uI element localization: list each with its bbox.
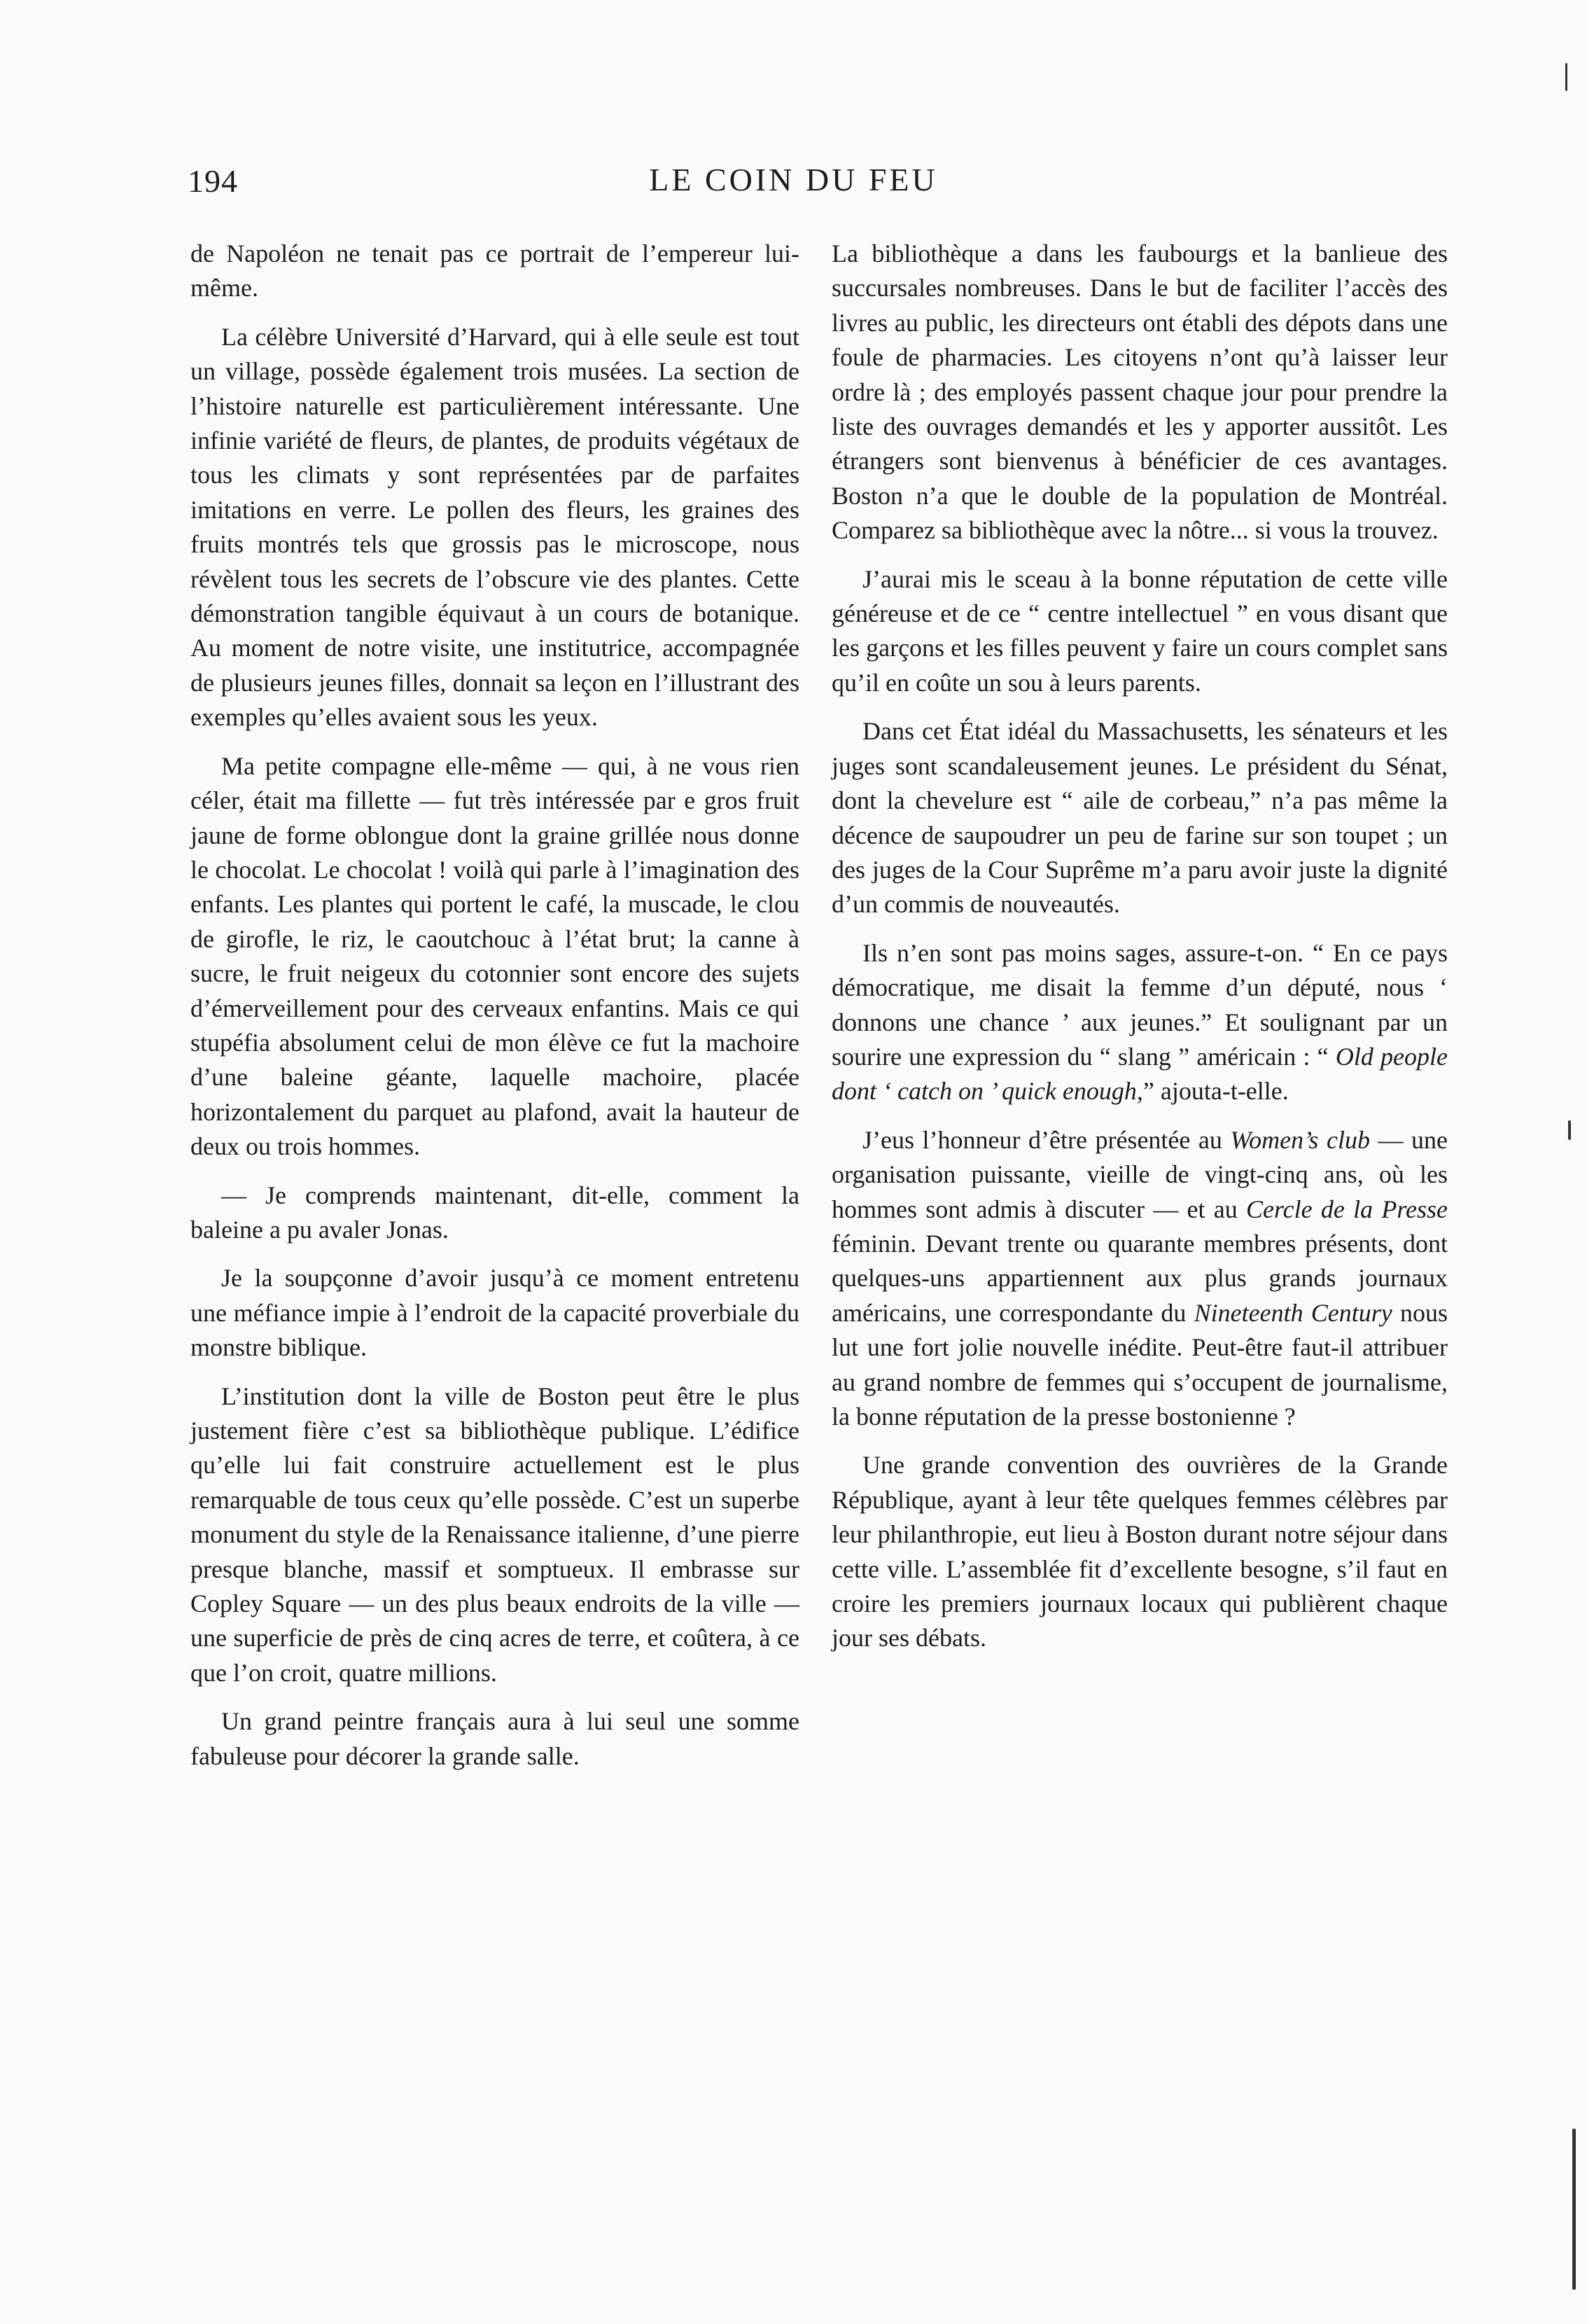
paragraph [832, 1123, 1448, 1435]
italic-name: Women’s club [1230, 1125, 1370, 1154]
paragraph: Ma petite compagne elle-même — qui, à ne vous rien céler, était ma fillette — fut très intéressée par e gros fruit jaune de forme oblongue dont la graine grillée nous donne le chocolat. Le chocolat ! voilà qui parle à l’imagination des enfants. Les plantes qui portent le café, la muscade, le clou de girofle, le riz, le caoutchouc à l’état brut; la canne à sucre, le fruit neigeux du cotonnier sont encore des sujets d’émerveillement pour des cerveaux enfantins. Mais ce qui stupéfia absolument celui de mon élève ce fut la machoire d’une baleine géante, laquelle machoire, placée horizontalement du parquet au plafond, avait la hauteur de deux ou trois hommes. [190, 751, 799, 1161]
paragraph: Dans cet État idéal du Massachusetts, les sénateurs et les juges sont scandaleusement jeunes. Le président du Sénat, dont la chevelure est “ aile de corbeau,” n’a pas même la décence de saupoudrer un peu de farine sur son toupet ; un des juges de la Cour Suprême m’a paru avoir juste la dignité d’un commis de nouveautés. [832, 717, 1448, 919]
scan-speck [1568, 1120, 1571, 1140]
paragraph: — Je comprends maintenant, dit-elle, comment la baleine a pu avaler Jonas. [190, 1181, 799, 1244]
running-head: LE COIN DU FEU [649, 162, 938, 197]
page-number: 194 [188, 163, 238, 199]
paragraph: J’aurai mis le sceau à la bonne réputation de cette ville généreuse et de ce “ centre intellectuel ” en vous disant que les garçons et les filles peuvent y faire un cours complet sans qu’il en coûte un sou à leurs parents. [832, 564, 1448, 697]
paragraph: Je la soupçonne d’avoir jusqu’à ce moment entretenu une méfiance impie à l’endroit de la capacité proverbiale du monstre biblique. [190, 1264, 799, 1362]
paragraph: Un grand peintre français aura à lui seul une somme fabuleuse pour décorer la grande salle. [190, 1707, 799, 1770]
text-run: J’eus l’honneur d’être présentée au [862, 1125, 1231, 1154]
text-run: féminin. Devant trente ou quarante membres présents, dont quelques-uns appartiennent aux plus grands journaux américains, une correspondante du [832, 1229, 1448, 1327]
paragraph: La bibliothèque a dans les faubourgs et la banlieue des succursales nombreuses. Dans le but de faciliter l’accès des livres au public, les directeurs ont établi des dépots dans une foule de pharmacies. Les citoyens n’ont qu’à laisser leur ordre là ; des employés passent chaque jour pour prendre la liste des ouvrages demandés et les y apporter aussitôt. Les étrangers sont bienvenus à bénéficier de ces avantages. Boston n’a que le double de la population de Montréal. Comparez sa bibliothèque avec la nôtre... si vous la trouvez. [832, 239, 1448, 545]
text-run: — une organisation puissante, vieille de vingt-cinq ans, où les hommes sont admis à discuter — et au [832, 1125, 1448, 1223]
paragraph: L’institution dont la ville de Boston peut être le plus justement fière c’est sa bibliothèque publique. L’édifice qu’elle lui fait construire actuellement est le plus remarquable de tous ceux qu’elle possède. C’est un superbe monument du style de la Renaissance italienne, d’une pierre presque blanche, massif et somptueux. Il embrasse sur Copley Square — un des plus beaux endroits de la ville — une superficie de près de cinq acres de terre, et coûtera, à ce que l’on croit, quatre millions. [190, 1382, 799, 1687]
left-column [190, 237, 799, 1788]
right-column [832, 237, 1448, 1670]
italic-name: Nineteenth Century [1194, 1298, 1392, 1327]
italic-name: Cercle de la Presse [1245, 1195, 1448, 1223]
paragraph: Une grande convention des ouvrières de la Grande République, ayant à leur tête quelques femmes célèbres par leur philanthropie, eut lieu à Boston durant notre séjour dans cette ville. L’assemblée fit d’excellente besogne, s’il faut en croire les premiers journaux locaux qui publièrent chaque jour ses débats. [832, 1451, 1448, 1652]
scan-speck [1572, 2129, 1576, 2290]
text-run: nous lut une fort jolie nouvelle inédite. Peut-être faut-il attribuer au grand nombre de femmes qui s’occupent de journalisme, la bonne réputation de la presse bostonienne ? [832, 1298, 1448, 1431]
scan-speck [1565, 63, 1567, 91]
paragraph: La célèbre Université d’Harvard, qui à elle seule est tout un village, possède également trois musées. La section de l’histoire naturelle est particulièrement intéressante. Une infinie variété de fleurs, de plantes, de produits végétaux de tous les climats y sont représentées par de parfaites imitations en verre. Le pollen des fleurs, les graines des fruits montrés tels que grossis pas le microscope, nous révèlent tous les secrets de l’obscure vie des plantes. Cette démonstration tangible équivaut à un cours de botanique. Au moment de notre visite, une institutrice, accompagnée de plusieurs jeunes filles, donnait sa leçon en l’illustrant des exemples qu’elles avaient sous les yeux. [190, 322, 799, 732]
text-run: Ils n’en sont pas moins sages, assure-t-on. “ En ce pays démocratique, me disait la femme d’un député, nous ‘ donnons une chance ’ aux jeunes.” Et soulignant par un sourire une expression du “ slang ” américain : “ [832, 938, 1448, 1071]
text-run: ” ajouta-t-elle. [1142, 1077, 1289, 1106]
italic-quote: Old people dont ‘ catch on ’ quick enough, [832, 1042, 1448, 1106]
paragraph: de Napoléon ne tenait pas ce portrait de l’empereur lui-même. [190, 239, 799, 302]
paragraph [832, 936, 1448, 1109]
